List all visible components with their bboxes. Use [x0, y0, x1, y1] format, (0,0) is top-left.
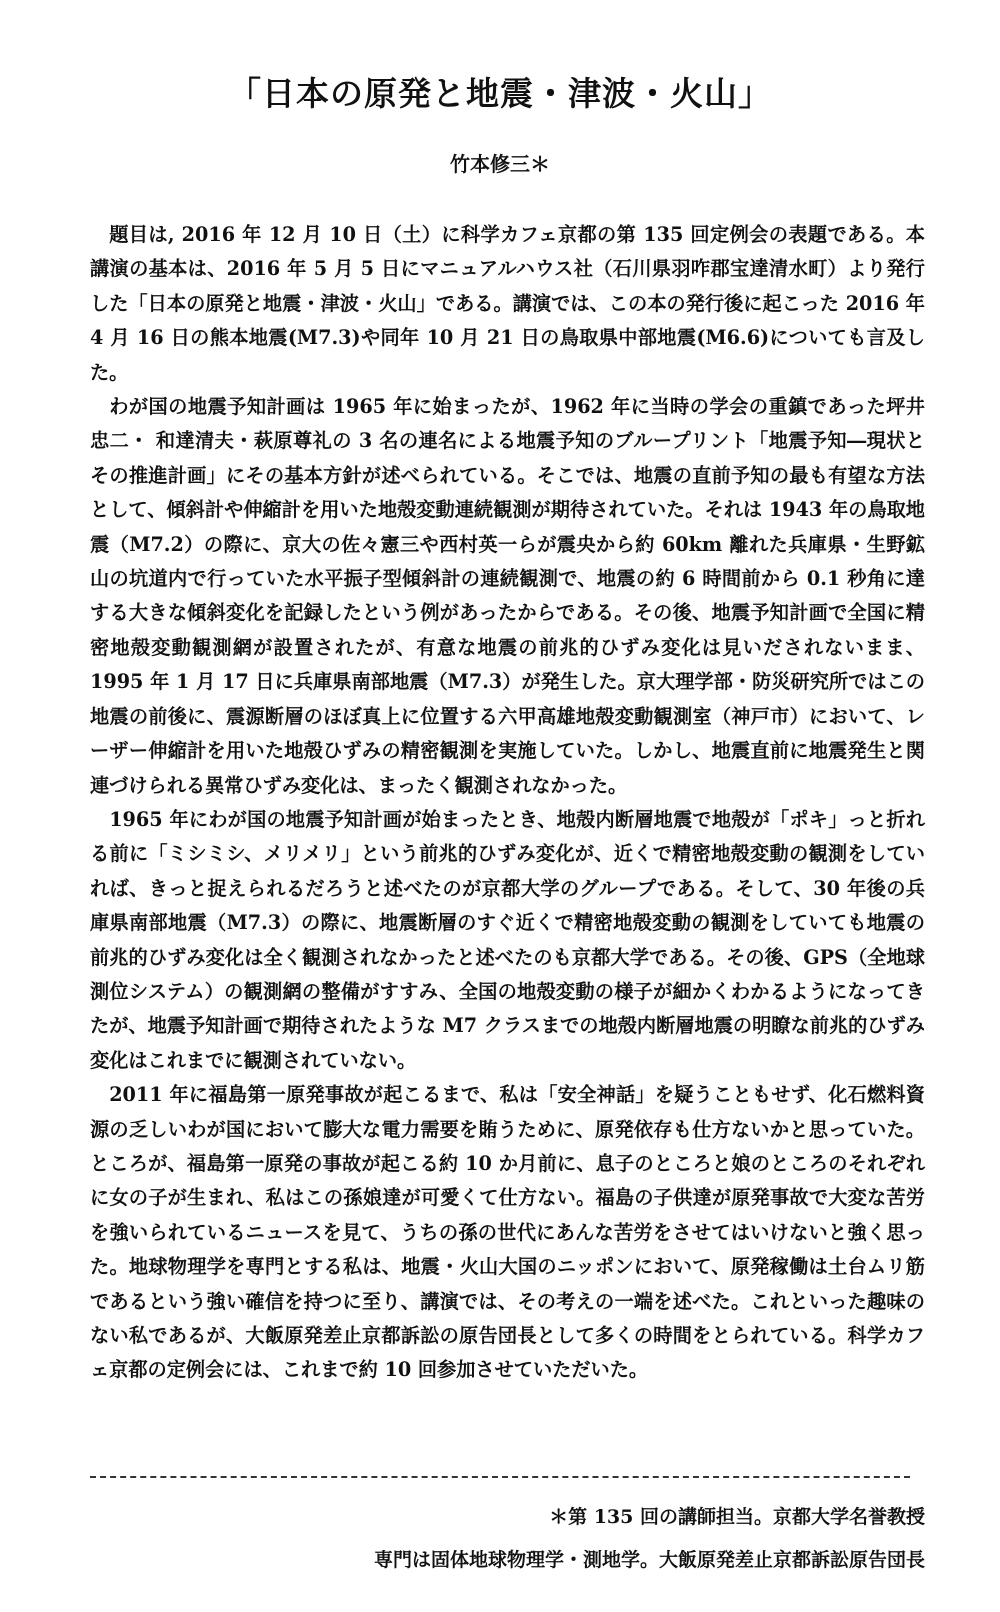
document-body [90, 218, 925, 1388]
paragraph: 1965 年にわが国の地震予知計画が始まったとき、地殻内断層地震で地殻が「ポキ」っと折れる前に「ミシミシ、メリメリ」という前兆的ひずみ変化が、近くで精密地殻変動の観測をしていれば、きっと捉えられるだろうと述べたのが京都大学のグループである。そして、30 年後の兵庫県南部地震（M7.3）の際に、地震断層のすぐ近くで精密地殻変動の観測をしていても地震の前兆的ひずみ変化は全く観測されなかったと述べたのも京都大学である。その後、GPS（全地球測位システム）の観測網の整備がすすみ、全国の地殻変動の様子が細かくわかるようになってきたが、地震予知計画で期待されたような M7 クラスまでの地殻内断層地震の明瞭な前兆的ひずみ変化はこれまでに観測されていない。 [90, 807, 925, 1072]
footnote-line: ＊第 135 回の講師担当。京都大学名誉教授 [549, 1506, 925, 1528]
paragraph: わが国の地震予知計画は 1965 年に始まったが、1962 年に当時の学会の重鎮であった坪井忠二・ 和達清夫・萩原尊礼の 3 名の連名による地震予知のブループリント「地震予知―現状とその推進計画」にその基本方針が述べられている。そこでは、地震の直前予知の最も有望な方法として、傾斜計や伸縮計を用いた地殻変動連続観測が期待されていた。それは 1943 年の鳥取地震（M7.2）の際に、京大の佐々憲三や西村英一らが震央から約 60km 離れた兵庫県・生野鉱山の坑道内で行っていた水平振子型傾斜計の連続観測で、地震の約 6 時間前から 0.1 秒角に達する大きな傾斜変化を記録したという例があったからである。その後、地震予知計画で全国に精密地殻変動観測網が設置されたが、有意な地震の前兆的ひずみ変化は見いだされないまま、1995 年 1 月 17 日に兵庫県南部地震（M7.3）が発生した。京大理学部・防災研究所ではこの地震の前後に、震源断層のほぼ真上に位置する六甲高雄地殻変動観測室（神戸市）において、レーザー伸縮計を用いた地殻ひずみの精密観測を実施していた。しかし、地震直前に地震発生と関連づけられる異常ひずみ変化は、まったく観測されなかった。 [90, 395, 925, 797]
document-title: 「日本の原発と地震・津波・火山」 [228, 74, 772, 113]
author-name: 竹本修三＊ [450, 152, 550, 176]
footnote-line: 専門は固体地球物理学・測地学。大飯原発差止京都訴訟原告団長 [373, 1549, 925, 1571]
paragraph: 題目は, 2016 年 12 月 10 日（土）に科学カフェ京都の第 135 回定例会の表題である。本講演の基本は、2016 年 5 月 5 日にマニュアルハウス社（石川県羽咋郡宝達清水町）より発行した「日本の原発と地震・津波・火山」である。講演では、この本の発行後に起こった 2016 年 4 月 16 日の熊本地震(M7.3)や同年 10 月 21 日の鳥取県中部地震(M6.6)についても言及した。 [90, 223, 925, 384]
footnote-divider [90, 1476, 910, 1478]
paragraph: 2011 年に福島第一原発事故が起こるまで、私は「安全神話」を疑うこともせず、化石燃料資源の乏しいわが国において膨大な電力需要を賄うために、原発依存も仕方ないかと思っていた。ところが、福島第一原発の事故が起こる約 10 か月前に、息子のところと娘のところのそれぞれに女の子が生まれ、私はこの孫娘達が可愛くて仕方ない。福島の子供達が原発事故で大変な苦労を強いられているニュースを見て、うちの孫の世代にあんな苦労をさせてはいけないと強く思った。地球物理学を専門とする私は、地震・火山大国のニッポンにおいて、原発稼働は土台ムリ筋であるという強い確信を持つに至り、講演では、その考えの一端を述べた。これといった趣味のない私であるが、大飯原発差止京都訴訟の原告団長として多くの時間をとられている。科学カフェ京都の定例会には、これまで約 10 回参加させていただいた。 [90, 1083, 925, 1382]
